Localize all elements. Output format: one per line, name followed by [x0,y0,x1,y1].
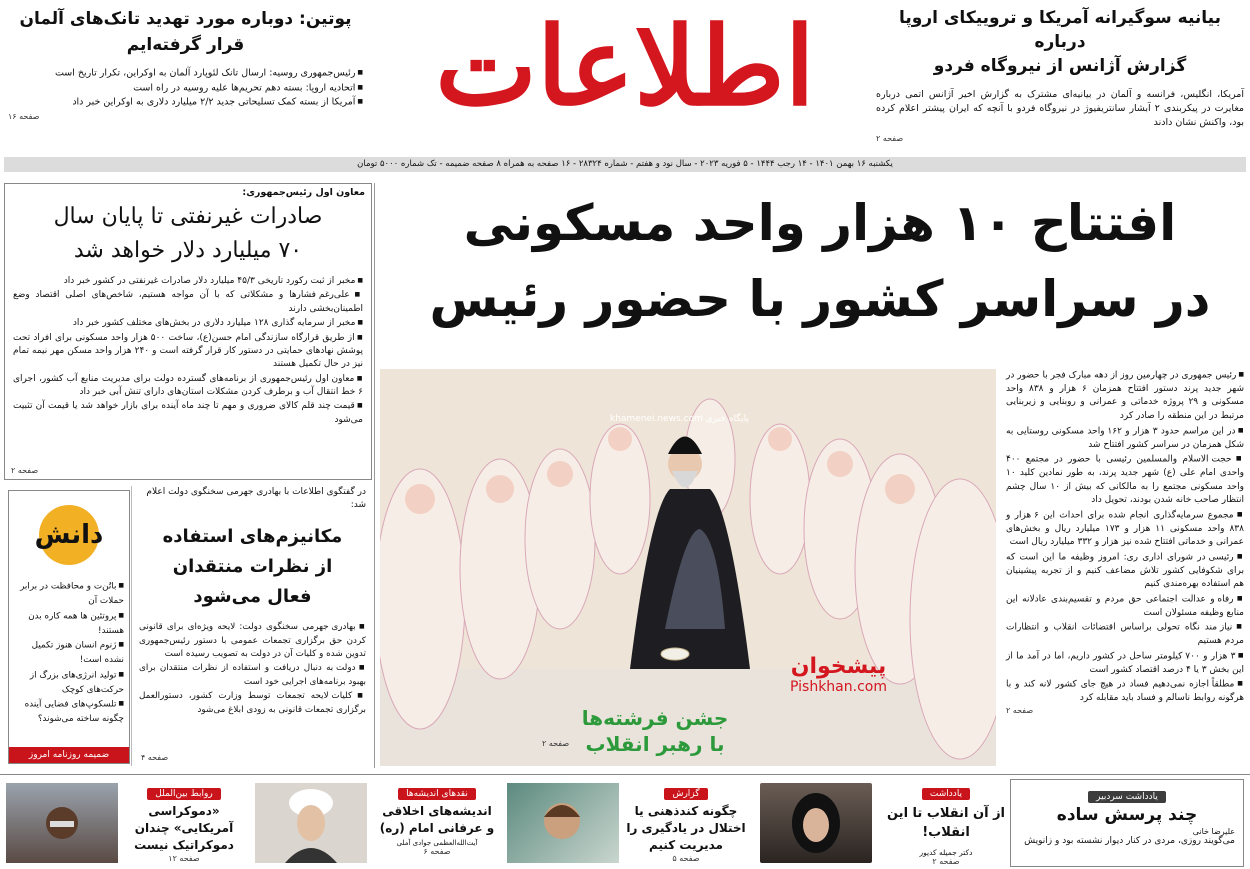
bottom-title: چگونه کندذهنی یا اختلال در یادگیری را مدیریت کنیم [626,804,746,852]
bottom-title: «دموکراسی آمریکایی» چندان دموکراتیک نیست [134,804,234,852]
bottom-card-note[interactable] [758,779,1010,865]
sidebar-mid-kicker: در گفتگوی اطلاعات با بهادری جهرمی سخنگوی دولت اعلام شد: [146,487,366,510]
danesh-footer: ضمیمه روزنامه امروز [9,747,129,763]
list-item: ■ باتُن‌ت و محافظت در برابر حملات آن [14,579,124,609]
watermark-url: Pishkhan.com [790,679,887,695]
list-item: ■ پروتئین ها همه کاره بدن هستند! [14,609,124,639]
photo-child-classroom [507,783,619,863]
sidebar-top-headline [5,200,371,268]
sidebar-top-kicker: معاون اول رئیس‌جمهوری: [242,187,365,198]
list-item: ■ حجت الاسلام والمسلمین رئیسی با حضور در مجتمع ۴۰۰ واحدی امام علی (ع) شهر جدید پرند، به طور نمادین کلید ۱۰ واحد مسکونی مجتمع را به مالکانی که بیش از ۱۰ سال چشم انتظار صاحب خانه شدن بودند، تحویل داد [1006,452,1244,508]
sidebar-top-headline-1: صادرات غیرنفتی تا پایان سال [53,204,323,229]
masthead-left-page: صفحه ۱۶ [8,111,40,121]
masthead-left-headline-2: قرار گرفته‌ایم [126,35,245,55]
sidebar-mid-headline-3: فعال می‌شود [193,586,312,607]
list-item: ■ مخبر از ثبت رکورد تاریخی ۴۵/۳ میلیارد دلار صادرات غیرنفتی در کشور خبر داد [13,274,363,288]
list-item: ■ علی‌رغم فشارها و مشکلاتی که با آن مواجه هستیم، شاخص‌های اصلی اقتصاد وضع اطمینان‌بخشی دارند [13,288,363,316]
main-bullets-column [1006,368,1244,715]
masthead-right-story[interactable] [876,6,1244,143]
bottom-card-report[interactable] [505,779,753,865]
portrait-icon [760,783,872,863]
danesh-logo [9,491,129,579]
photo-source-credit: پایگاه خبری khamenei.news.com [610,414,749,424]
bottom-title: چند پرسش ساده [1056,805,1198,825]
masthead-right-headline-2: گزارش آژانس از نیروگاه فردو [933,56,1187,76]
photo-protest [6,783,118,863]
list-item: ■ معاون اول رئیس‌جمهوری از برنامه‌های گسترده دولت برای مدیریت منابع آب کشور، اجرای ۶ خط انتقال آب و برطرف کردن مشکلات استان‌های دارای تنش آبی خبر داد [13,372,363,400]
main-photo[interactable] [380,369,996,766]
photo-caption-line-2: با رهبر انقلاب [585,732,725,756]
masthead-right-headline-1: بیانیه سوگیرانه آمریکا و تروییکای اروپا درباره [898,8,1222,52]
list-item: ■ مطلقاً اجازه نمی‌دهیم فساد در هیچ جای کشور لانه کند و با هرگونه روابط ناسالم و فساد باید مقابله کرد [1006,677,1244,705]
masthead-right-page: صفحه ۲ [876,134,904,143]
list-item: ■ رئیس جمهوری در چهارمین روز از دهه مبارک فجر با حضور در شهر جدید پرند دستور افتتاح همزمان ۶ هزار و ۸۳۸ واحد مسکونی و ۲۹ پروژه خدماتی و عمرانی و روبنایی و زیربنایی مرتبط در این منطقه را صادر کرد [1006,368,1244,424]
bottom-title: اندیشه‌های اخلاقی و عرفانی امام (ره) [379,804,495,835]
bottom-tag: نقدهای اندیشه‌ها [398,788,476,800]
sidebar-top-bullets [5,268,371,427]
watermark-logo: پیشخوان [790,654,887,679]
portrait-cleric [255,783,367,863]
photo-page: صفحه ۲ [542,739,570,748]
child-icon [507,783,619,863]
list-item: ■ بهادری جهرمی سخنگوی دولت: لایحه ویژه‌ای برای قانونی کردن حق برگزاری تجمعات عمومی با دستور رئیس‌جمهوری تدوین شده و کلیات آن در دولت به تصویب رسیده است [139,620,366,661]
bottom-author: دکتر جمیله کدیور [919,848,973,857]
list-item: ■ کلیات لایحه تجمعات توسط وزارت کشور، دستورالعمل برگزاری تجمعات قانونی به زودی ابلاغ می‌شود [139,689,366,717]
list-item: ■ دولت به دنبال دریافت و استفاده از نظرات منتقدان برای بهبود برنامه‌های اجرایی خود است [139,661,366,689]
list-item: ■ رئیس‌جمهوری روسیه: ارسال تانک لئوپارد آلمان به اوکراین، تکرار تاریخ است [8,66,363,81]
danesh-supplement-box[interactable] [8,490,130,764]
list-item: ■ رئیسی در شورای اداری ری: امروز وظیفه ما این است که برای شکوفایی کشور تلاش مضاعف کنیم و از تجربه پیشینیان هم استفاده بهره‌مندی کنیم [1006,550,1244,592]
danesh-items [9,579,129,727]
portrait-kadivar [760,783,872,863]
bottom-page: صفحه ۵ [672,854,700,863]
protest-icon [6,783,118,863]
sidebar-top-page: صفحه ۲ [11,466,39,475]
pishkhan-watermark [790,654,887,695]
sidebar-mid-headline [135,522,370,612]
masthead-right-body: آمریکا، انگلیس، فرانسه و آلمان در بیانیه‌ای مشترک به گزارش اخیر آژانس اتمی درباره مغایرت در پیکربندی ۲ آبشار سانتریفیوژ در نیروگاه فردو با آنچه که ایران پیشتر اعلام کرده بود، واکنش نشان دادند [876,89,1244,128]
photo-caption [580,705,730,757]
newspaper-logo[interactable]: اطلاعات [435,4,815,130]
masthead-left-bullets [8,66,363,110]
danesh-logo-text: دانش [34,520,104,550]
main-headline-line-2: در سراسر کشور با حضور رئیس [429,270,1211,328]
list-item: ■ نیاز مند نگاه تحولی براساس اقتضائات انقلاب و انتظارات مردم هستیم [1006,620,1244,648]
list-item: ■ مخبر از سرمایه گذاری ۱۲۸ میلیارد دلاری در بخش‌های مختلف کشور خبر داد [13,316,363,330]
bottom-title: از آن انقلاب تا این انقلاب! [886,806,1006,840]
list-item: ■ مجموع سرمایه‌گذاری انجام شده برای احداث این ۶ هزار و ۸۳۸ واحد مسکونی ۱۱ هزار و ۱۷۳ میلیارد ریال و بخش‌های عمرانی و خدماتی افتتاح شده نیز هزار و ۳۳۲ میلیارد ریال است [1006,508,1244,550]
column-divider [374,183,375,768]
list-item: ■ ژنوم انسان هنوز تکمیل نشده است! [14,638,124,668]
photo-caption-line-1: جشن فرشته‌ها [581,706,729,730]
list-item: ■ در این مراسم حدود ۳ هزار و ۱۶۲ واحد مسکونی روستایی به شکل همزمان در سراسر کشور افتتاح شد [1006,424,1244,452]
bottom-strip [0,774,1250,869]
bottom-text: می‌گویند روزی، مردی در کنار دیوار نشسته بود و زانویش [1024,836,1235,846]
sidebar-mid-story[interactable] [135,486,370,764]
list-item: ■ قیمت چند قلم کالای ضروری و مهم تا چند ماه آینده برای بازار خواهد شد یا قیمت آن تثبیت می‌شود [13,399,363,427]
bottom-card-thoughts[interactable] [253,779,501,865]
sidebar-top-story[interactable] [4,183,372,480]
list-item: ■ آمریکا از بسته کمک تسلیحاتی جدید ۲/۲ میلیارد دلاری به اوکراین خبر داد [8,95,363,110]
list-item: ■ از طریق قرارگاه سازندگی امام حسن(ع)، ساخت ۵۰۰ هزار واحد مسکونی برای افراد تحت پوشش نهادهای حمایتی در دستور کار قرار گرفته است و ۲۴۰ هزار واحد مسکن مهر نیمه تمام نیز در حال تکمیل هستند [13,331,363,372]
masthead-left-headline-1: پوتین: دوباره مورد تهدید تانک‌های آلمان [19,9,352,29]
masthead [0,0,1250,175]
bottom-author: آیت‌الله‌العظمی جوادی آملی [396,839,478,847]
dateline: یکشنبه ۱۶ بهمن ۱۴۰۱ - ۱۴ رجب ۱۴۴۴ - ۵ فوریه ۲۰۲۳ - سال نود و هفتم - شماره ۲۸۳۲۴ - ۱۶ صفحه به همراه ۸ صفحه ضمیمه - تک شماره ۵۰۰۰ تومان [4,157,1246,172]
list-item: ■ رفاه و عدالت اجتماعی حق مردم و تقسیم‌بندی عادلانه این منابع وظیفه مسئولان است [1006,592,1244,620]
sidebar-mid-headline-2: از نظرات منتقدان [172,556,333,577]
bottom-page: صفحه ۱۲ [168,854,200,863]
main-bullets [1006,368,1244,706]
sidebar-mid-bullets [135,612,370,717]
bottom-card-editorial[interactable] [1010,779,1244,867]
bottom-page: صفحه ۲ [932,857,960,866]
sidebar-top-headline-2: ۷۰ میلیارد دلار خواهد شد [73,238,303,263]
main-bullets-page: صفحه ۲ [1006,705,1034,715]
bottom-card-international[interactable] [4,779,250,865]
bottom-tag: یادداشت سردبیر [1088,791,1166,803]
main-headline-line-1: افتتاح ۱۰ هزار واحد مسکونی [463,194,1177,252]
cleric-icon [255,783,367,863]
sidebar-mid-page: صفحه ۴ [141,753,169,762]
list-item: ■ تلسکوپ‌های فضایی آینده چگونه ساخته می‌شوند؟ [14,697,124,727]
list-item: ■ ۳ هزار و ۷۰۰ کیلومتر ساحل در کشور داریم، اما در آمد ما از این بخش ۳ یا ۴ درصد اقتصاد کشور است [1006,649,1244,677]
bottom-tag: گزارش [664,788,707,800]
danesh-logo-circle [34,505,104,565]
sidebar-mid-headline-1: مکانیزم‌های استفاده [162,526,343,547]
bottom-page: صفحه ۶ [423,847,451,856]
masthead-left-story[interactable] [8,6,363,121]
bottom-tag: یادداشت [922,788,970,800]
bottom-tag: روابط بین‌الملل [147,788,220,800]
list-item: ■ تولید انرژی‌های بزرگ از حرکت‌های کوچک [14,668,124,698]
bottom-author: علیرضا خانی [1192,827,1235,836]
column-divider [131,486,132,766]
list-item: ■ اتحادیه اروپا: بسته دهم تحریم‌ها علیه روسیه در راه است [8,81,363,96]
